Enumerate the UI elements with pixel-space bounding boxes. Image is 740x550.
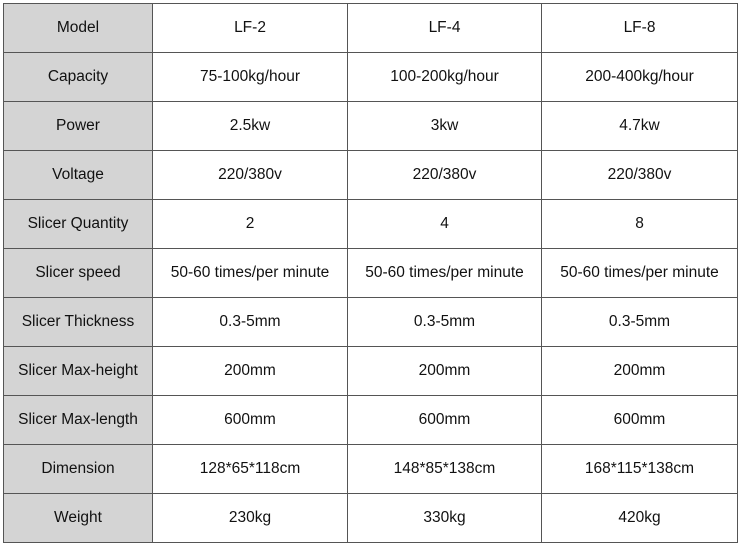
table-cell: 148*85*138cm: [348, 445, 542, 494]
table-cell: 330kg: [348, 494, 542, 543]
table-cell: LF-2: [153, 4, 348, 53]
table-cell: 2: [153, 200, 348, 249]
table-cell: 220/380v: [542, 151, 738, 200]
table-cell: 75-100kg/hour: [153, 53, 348, 102]
table-cell: LF-4: [348, 4, 542, 53]
table-cell: 600mm: [153, 396, 348, 445]
row-label: Power: [4, 102, 153, 151]
table-row: [4, 396, 738, 445]
table-cell: 50-60 times/per minute: [348, 249, 542, 298]
table-cell: 2.5kw: [153, 102, 348, 151]
table-cell: 200mm: [153, 347, 348, 396]
table-cell: 220/380v: [153, 151, 348, 200]
spec-table: [3, 3, 738, 543]
table-cell: 50-60 times/per minute: [153, 249, 348, 298]
table-row: [4, 102, 738, 151]
table-cell: 8: [542, 200, 738, 249]
spec-table-body: [4, 4, 738, 543]
row-label: Slicer speed: [4, 249, 153, 298]
row-label: Slicer Thickness: [4, 298, 153, 347]
table-cell: 200-400kg/hour: [542, 53, 738, 102]
table-row: [4, 151, 738, 200]
table-cell: 128*65*118cm: [153, 445, 348, 494]
table-cell: 420kg: [542, 494, 738, 543]
table-cell: 0.3-5mm: [348, 298, 542, 347]
row-label: Capacity: [4, 53, 153, 102]
table-cell: 0.3-5mm: [153, 298, 348, 347]
table-row: [4, 200, 738, 249]
table-cell: 3kw: [348, 102, 542, 151]
row-label: Slicer Max-length: [4, 396, 153, 445]
table-cell: 600mm: [348, 396, 542, 445]
table-cell: 220/380v: [348, 151, 542, 200]
table-row: [4, 298, 738, 347]
table-cell: 100-200kg/hour: [348, 53, 542, 102]
table-cell: 168*115*138cm: [542, 445, 738, 494]
row-label: Slicer Max-height: [4, 347, 153, 396]
table-row: [4, 494, 738, 543]
table-row: [4, 249, 738, 298]
table-cell: 600mm: [542, 396, 738, 445]
table-cell: 0.3-5mm: [542, 298, 738, 347]
row-label: Weight: [4, 494, 153, 543]
table-cell: 4: [348, 200, 542, 249]
row-label: Dimension: [4, 445, 153, 494]
table-cell: 4.7kw: [542, 102, 738, 151]
table-cell: 200mm: [348, 347, 542, 396]
row-label: Slicer Quantity: [4, 200, 153, 249]
table-cell: 200mm: [542, 347, 738, 396]
table-row: [4, 347, 738, 396]
table-row: [4, 4, 738, 53]
table-cell: LF-8: [542, 4, 738, 53]
table-row: [4, 53, 738, 102]
table-row: [4, 445, 738, 494]
table-cell: 230kg: [153, 494, 348, 543]
row-label: Voltage: [4, 151, 153, 200]
table-cell: 50-60 times/per minute: [542, 249, 738, 298]
row-label: Model: [4, 4, 153, 53]
